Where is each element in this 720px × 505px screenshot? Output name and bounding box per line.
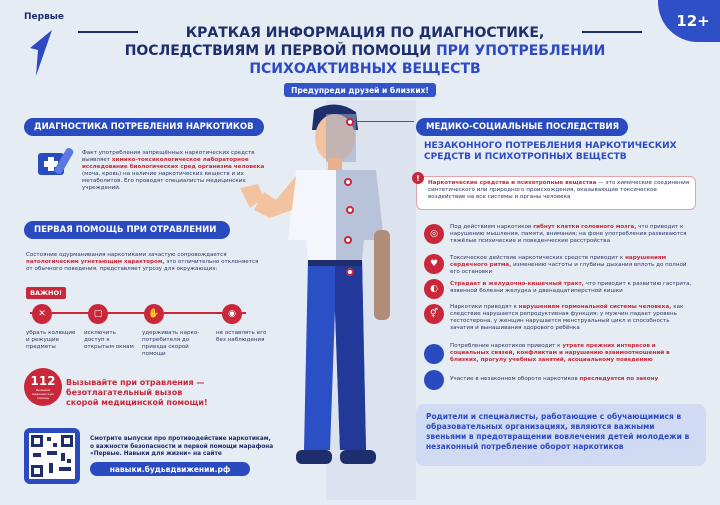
c4a: Наркотики приводят к [450, 304, 517, 310]
emergency-text-1: Вызывайте при отравления — безотлагательный вызов [66, 378, 205, 397]
step-1: убрать колющие и режущие предметы [26, 330, 76, 350]
consequences-subtitle-1: НЕЗАКОННОГО ПОТРЕБЛЕНИЯ НАРКОТИЧЕСКИХ [424, 141, 677, 151]
connector-dot-lungs [346, 206, 354, 214]
important-badge: ВАЖНО! [26, 287, 66, 299]
brain-icon: ◎ [424, 224, 444, 244]
emergency-sublabel: Вызывай медицинскую помощь [32, 388, 54, 400]
qr-code[interactable] [24, 428, 80, 484]
step-4: не оставлять его без наблюдения [216, 330, 267, 343]
fa-p1: Состояние одурманивания наркотиками зачастую сопровождается [26, 252, 227, 258]
title-line-2 [120, 42, 610, 60]
title-line-1: КРАТКАЯ ИНФОРМАЦИЯ ПО ДИАГНОСТИКЕ, [185, 25, 545, 41]
diagnostics-header: ДИАГНОСТИКА ПОТРЕБЛЕНИЯ НАРКОТИКОВ [24, 118, 264, 136]
c1c: что приводит к нарушению мышления, памяти, внимания; на фоне употребления развиваются тяжёлые психические и поведенческие расстройства [450, 224, 687, 244]
warning-text-2: — это химические соединения синтетического или природного происхождения, оказывающие токсическое воздействие на все системы и органы человека [428, 180, 690, 200]
connector-dot-heart [344, 178, 352, 186]
c5b: утрате прежних интересов и социальных связей, конфликтам и нарушению взаимоотношений в близких, прогулу учебных занятий, асоциальному поведению [450, 343, 670, 363]
age-badge: 12+ [658, 0, 720, 42]
page-title [120, 24, 610, 78]
consequence-item-4 [450, 304, 694, 332]
first-aid-text [26, 252, 266, 273]
qr-caption-1: Смотрите выпуски про противодействие наркотикам, [90, 436, 271, 442]
warning-text [428, 180, 690, 201]
diag-p3: (моча, кровь) на наличие наркотических веществ и их метаболитов. [82, 171, 244, 184]
c4b: нарушениям гормональной системы человека, [518, 304, 672, 310]
c1a: Под действием наркотиков [450, 224, 532, 230]
warning-icon: ! [412, 172, 424, 184]
diag-p4: Его проводят специалисты медицинских учреждений. [82, 178, 246, 191]
emergency-text-2: скорой медицинской помощи! [66, 398, 208, 407]
site-link[interactable]: навыки.будьвдвижении.рф [90, 462, 250, 476]
title-line-2b: ПРИ УПОТРЕБЛЕНИИ [435, 43, 606, 59]
c5a: Потребление наркотиков приводит к [450, 343, 561, 349]
c2b: нарушениям сердечного ритма, [450, 255, 667, 268]
heart-icon: ♥ [424, 254, 444, 274]
steps-line [30, 312, 246, 314]
c3b: Страдает и желудочно-кишечный тракт, [450, 281, 584, 287]
medical-kit-icon [36, 145, 76, 185]
step-hold-icon: ✋ [144, 304, 164, 324]
warn-ribbon: Предупреди друзей и близких! [284, 83, 436, 97]
step-window-icon: ▢ [88, 304, 108, 324]
fa-p3: это отличительно отклоняется от обычного поведения, представляет угрозу для окружающих: [26, 259, 259, 272]
law-icon [424, 370, 444, 390]
diag-p2: химико-токсикологическое лабораторное исследование биологических сред организма человека [82, 157, 265, 170]
consequence-item-1 [450, 224, 694, 245]
c6b: преследуется по закону [579, 376, 659, 382]
step-3: удерживать нарко-потребителя до приезда скорой помощи [142, 330, 200, 357]
parents-note: Родители и специалисты, работающие с обучающимися в образовательных организациях, являются важными звеньями в предотвращении вовлечения детей молодежи в незаконный потребление оборот наркотиков [416, 404, 706, 466]
consequence-item-5 [450, 343, 694, 364]
step-2: исключить доступ к открытым окнам [84, 330, 134, 350]
emergency-number: 112 [30, 374, 56, 388]
c1b: гибнут клетки головного мозга, [533, 224, 637, 230]
c6a: Участие в незаконном обороте наркотиков [450, 376, 578, 382]
warning-text-1: Наркотические средства и психотропные вещества [428, 180, 597, 186]
emergency-112-icon [24, 368, 62, 406]
c2c: изменению частоты и глубины дыхания вплоть до полной его остановки [450, 262, 687, 275]
c3c: что приводит к развитию гастрита, язвенной болезни желудка и двенадцатиперстной кишки [450, 281, 692, 294]
fa-p2: патологическим угнетающим характером, [26, 259, 165, 265]
consequence-item-6 [450, 376, 694, 383]
stomach-icon: ◐ [424, 279, 444, 299]
connector-dot-brain [346, 118, 354, 126]
social-icon [424, 344, 444, 364]
step-knife-icon: ✕ [32, 304, 52, 324]
person-illustration [236, 100, 416, 500]
title-line-3: ПСИХОАКТИВНЫХ ВЕЩЕСТВ [249, 61, 481, 77]
first-aid-header: ПЕРВАЯ ПОМОЩЬ ПРИ ОТРАВЛЕНИИ [24, 221, 230, 239]
connector-dot-stomach [344, 236, 352, 244]
logo-text: Первые [24, 12, 65, 22]
qr-caption-3: «Первые. Навыки для жизни» на сайте [90, 451, 222, 457]
consequence-item-2 [450, 255, 694, 276]
step-eye-icon: ◉ [222, 304, 242, 324]
connector-line-brain [354, 121, 414, 122]
consequences-subtitle-2: СРЕДСТВ И ПСИХОТРОПНЫХ ВЕЩЕСТВ [424, 152, 627, 162]
consequence-item-3 [450, 281, 694, 295]
title-line-2a: ПОСЛЕДСТВИЯМ И ПЕРВОЙ ПОМОЩИ [124, 43, 436, 59]
connector-dot-hormones [346, 268, 354, 276]
hormone-icon: ⚥ [424, 304, 444, 324]
c4c: как следствие нарушается репродуктивная функция: у мужчин падает уровень тестостерона, у женщин нарушается менструальный цикл и способность зачатия и вынашивания здорового ребёнка [450, 304, 684, 331]
consequences-subtitle [424, 141, 684, 163]
qr-caption-2: о важности безопасности и первой помощи марафона [90, 443, 274, 450]
diag-p1: Факт употребления запрещённых наркотических средств выявляет [82, 150, 255, 163]
consequences-header: МЕДИКО-СОЦИАЛЬНЫЕ ПОСЛЕДСТВИЯ [416, 118, 628, 136]
c2a: Токсическое действие наркотических средств приводит к [450, 255, 624, 261]
